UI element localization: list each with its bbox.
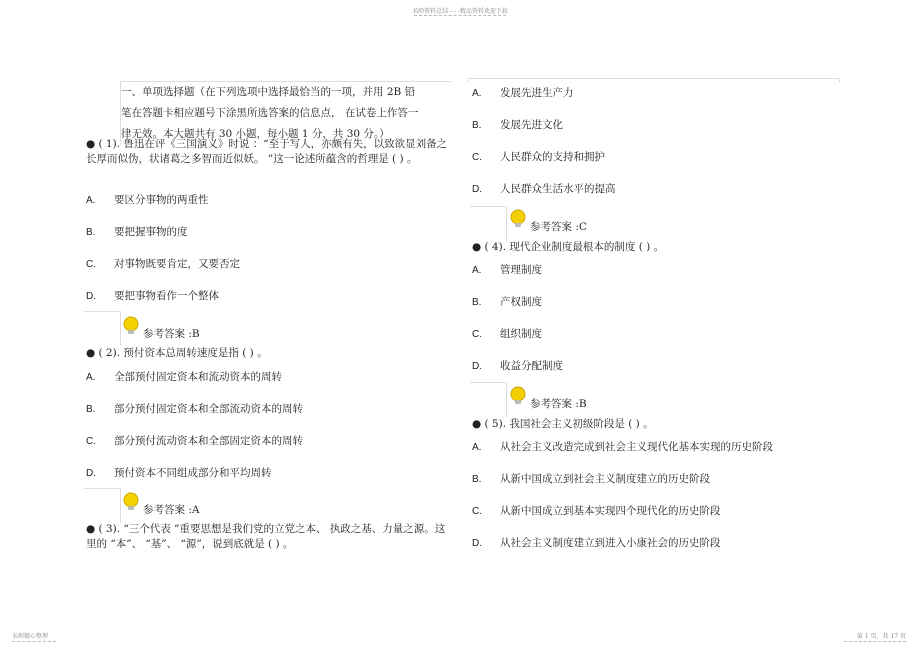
- option-letter: A.: [86, 195, 96, 206]
- option-text: 部分预付流动资本和全部固定资本的周转: [114, 435, 303, 447]
- option-a: [472, 86, 574, 101]
- option-text: 全部预付固定资本和流动资本的周转: [114, 371, 282, 383]
- option-d: [86, 466, 272, 481]
- option-letter: D.: [86, 468, 96, 479]
- option-a: [472, 263, 542, 278]
- option-d: [472, 182, 616, 197]
- question-stem: ● ( 5). 我国社会主义初级阶段是 ( ) 。: [472, 418, 654, 430]
- option-letter: C.: [472, 329, 482, 340]
- option-text: 从新中国成立到基本实现四个现代化的历史阶段: [500, 505, 721, 517]
- answer-frame: [84, 311, 121, 346]
- answer-text: 参考答案 :C: [530, 221, 587, 233]
- section-intro: [120, 81, 451, 145]
- option-text: 对事物既要肯定，又要否定: [114, 258, 240, 270]
- option-letter: C.: [86, 259, 96, 270]
- option-text: 产权制度: [500, 296, 542, 308]
- option-text: 收益分配制度: [500, 360, 563, 372]
- option-a: [472, 440, 773, 455]
- answer-frame: [84, 488, 121, 523]
- option-letter: D.: [472, 361, 482, 372]
- column-frame: [468, 78, 840, 82]
- option-letter: D.: [86, 291, 96, 302]
- intro-line: 笔在答题卡相应题号下涂黑所选答案的信息点， 在试卷上作答一: [121, 107, 419, 119]
- option-text: 预付资本不同组成部分和平均周转: [114, 467, 272, 479]
- option-d: [472, 359, 563, 374]
- option-c: [472, 504, 721, 519]
- option-text: 人民群众生活水平的提高: [500, 183, 616, 195]
- footer-divider: [844, 641, 906, 642]
- option-c: [472, 150, 605, 165]
- question-stem: ● ( 2). 预付资本总周转速度是指 ( ) 。: [86, 347, 268, 359]
- option-c: [86, 434, 303, 449]
- answer-text: 参考答案 :A: [143, 504, 200, 516]
- option-letter: B.: [86, 227, 96, 238]
- option-letter: B.: [86, 404, 96, 415]
- option-text: 要把握事物的度: [114, 226, 188, 238]
- option-text: 发展先进文化: [500, 119, 563, 131]
- page-footer-left: 名师精心整理: [12, 633, 49, 640]
- option-b: [86, 225, 188, 240]
- option-text: 发展先进生产力: [500, 87, 574, 99]
- option-letter: B.: [472, 120, 482, 131]
- lightbulb-icon: [508, 386, 528, 406]
- option-d: [472, 536, 721, 551]
- question-stem: ● ( 1). 鲁迅在评《三国演义》时说 ：“至于写人，亦颇有失，以致欲显刘备之长厚而似伪，状诸葛之多智而近似妖。 ”这一论述所蕴含的哲理是 ( ) 。: [86, 138, 448, 165]
- option-text: 组织制度: [500, 328, 542, 340]
- intro-line: 一、单项选择题（在下列选项中选择最恰当的一项，并用 2B 铅: [121, 86, 416, 98]
- option-text: 管理制度: [500, 264, 542, 276]
- option-b: [472, 472, 710, 487]
- option-letter: A.: [472, 88, 482, 99]
- option-c: [472, 327, 542, 342]
- question-stem: ● ( 3). “三个代表 ”重要思想是我们党的立党之本、 执政之基、力量之源。这里的 “本”、 “基”、 “源”，说到底就是 ( ) 。: [86, 523, 446, 550]
- answer-frame: [470, 382, 507, 417]
- option-b: [472, 118, 563, 133]
- option-text: 从社会主义改造完成到社会主义现代化基本实现的历史阶段: [500, 441, 773, 453]
- option-letter: D.: [472, 184, 482, 195]
- lightbulb-icon: [508, 209, 528, 229]
- option-a: [86, 193, 209, 208]
- option-letter: C.: [472, 152, 482, 163]
- option-text: 要区分事物的两重性: [114, 194, 209, 206]
- option-letter: B.: [472, 474, 482, 485]
- option-letter: A.: [86, 372, 96, 383]
- option-text: 从社会主义制度建立到进入小康社会的历史阶段: [500, 537, 721, 549]
- lightbulb-icon: [121, 316, 141, 336]
- header-divider: [414, 15, 506, 16]
- option-b: [86, 402, 303, 417]
- option-b: [472, 295, 542, 310]
- answer-text: 参考答案 :B: [143, 328, 200, 340]
- option-letter: B.: [472, 297, 482, 308]
- option-d: [86, 289, 219, 304]
- option-text: 要把事物看作一个整体: [114, 290, 219, 302]
- page-header: 名师资料总结 - - -精品资料欢迎下载: [412, 8, 508, 15]
- answer-text: 参考答案 :B: [530, 398, 587, 410]
- footer-divider: [12, 641, 56, 642]
- page-number: 第 1 页，共 17 页: [856, 633, 906, 640]
- option-letter: A.: [472, 265, 482, 276]
- answer-frame: [470, 206, 507, 241]
- option-text: 部分预付固定资本和全部流动资本的周转: [114, 403, 303, 415]
- option-c: [86, 257, 240, 272]
- question-stem: ● ( 4). 现代企业制度最根本的制度 ( ) 。: [472, 241, 665, 253]
- option-letter: A.: [472, 442, 482, 453]
- option-text: 从新中国成立到社会主义制度建立的历史阶段: [500, 473, 710, 485]
- intro-line: 律无效。本大题共有 30 小题，每小题 1 分，共 30 分。）: [121, 128, 390, 140]
- option-letter: D.: [472, 538, 482, 549]
- option-text: 人民群众的支持和拥护: [500, 151, 605, 163]
- option-letter: C.: [472, 506, 482, 517]
- option-a: [86, 370, 282, 385]
- option-letter: C.: [86, 436, 96, 447]
- lightbulb-icon: [121, 492, 141, 512]
